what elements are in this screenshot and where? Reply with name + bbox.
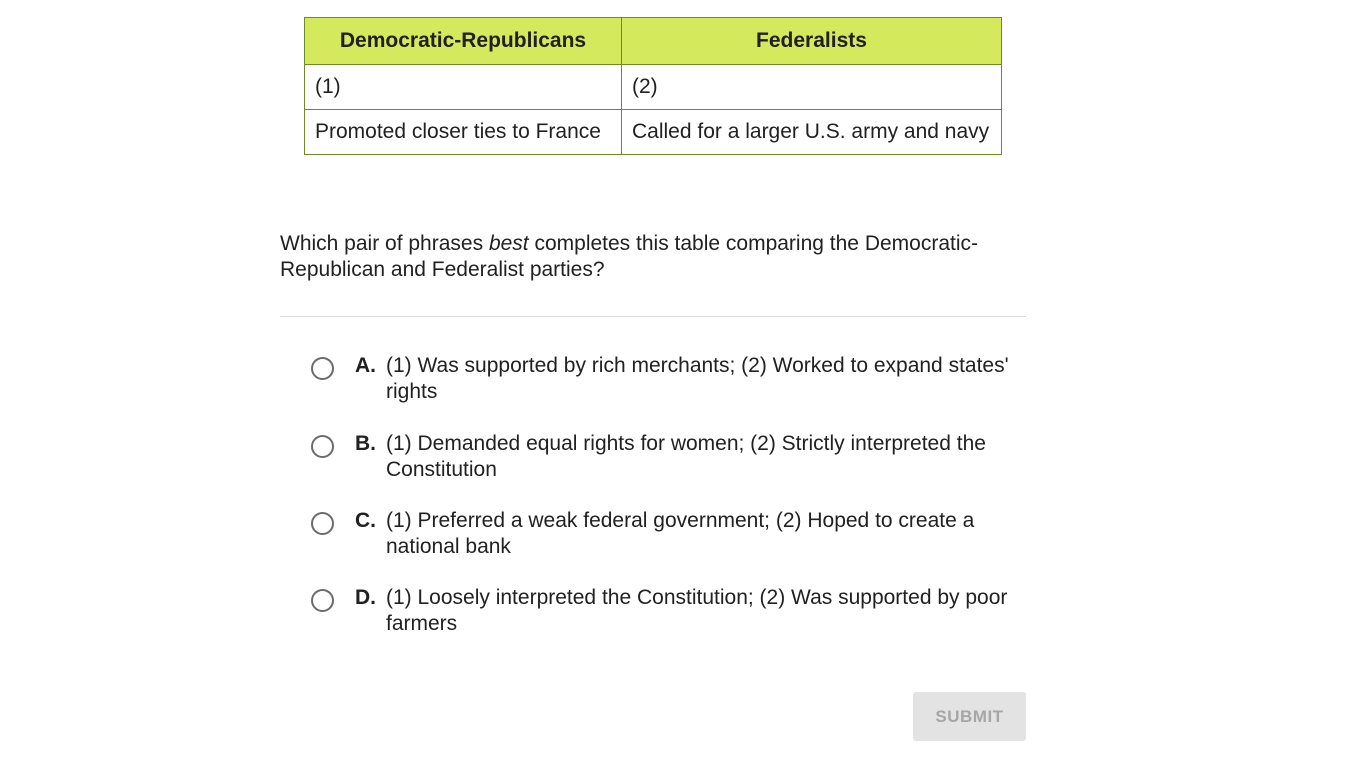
option-text: (1) Demanded equal rights for women; (2) Strictly interpreted the Constitution (386, 432, 986, 481)
option-text: (1) Was supported by rich merchants; (2) Worked to expand states' rights (386, 354, 1009, 403)
table-cell: (1) (305, 65, 622, 110)
answer-option-c[interactable] (311, 508, 1026, 560)
divider (280, 316, 1026, 317)
question-emphasis: best (488, 232, 529, 255)
table-cell: Promoted closer ties to France (305, 110, 622, 155)
submit-button[interactable]: SUBMIT (913, 692, 1026, 741)
option-letter: A. (355, 354, 376, 377)
table-header-federalists: Federalists (622, 18, 1002, 65)
option-letter: C. (355, 509, 376, 532)
radio-button-icon[interactable] (311, 435, 334, 458)
table-row (305, 110, 1002, 155)
question-text-start: Which pair of phrases (280, 232, 489, 255)
option-letter: D. (355, 586, 376, 609)
radio-button-icon[interactable] (311, 589, 334, 612)
option-text: (1) Preferred a weak federal government; (2) Hoped to create a national bank (386, 509, 975, 558)
table-header-democratic-republicans: Democratic-Republicans (305, 18, 622, 65)
answer-option-d[interactable] (311, 585, 1026, 637)
question-text-end: completes this table comparing the Democratic-Republican and Federalist parties? (280, 232, 978, 281)
radio-button-icon[interactable] (311, 357, 334, 380)
table-cell: (2) (622, 65, 1002, 110)
radio-button-icon[interactable] (311, 512, 334, 535)
table-header-row (305, 18, 1002, 65)
answer-option-a[interactable] (311, 353, 1026, 405)
question-text (280, 231, 1025, 283)
answer-option-b[interactable] (311, 431, 1026, 483)
option-letter: B. (355, 432, 376, 455)
table-cell: Called for a larger U.S. army and navy (622, 110, 1002, 155)
table-row (305, 65, 1002, 110)
comparison-table (304, 17, 1002, 155)
option-text: (1) Loosely interpreted the Constitution; (2) Was supported by poor farmers (386, 586, 1008, 635)
